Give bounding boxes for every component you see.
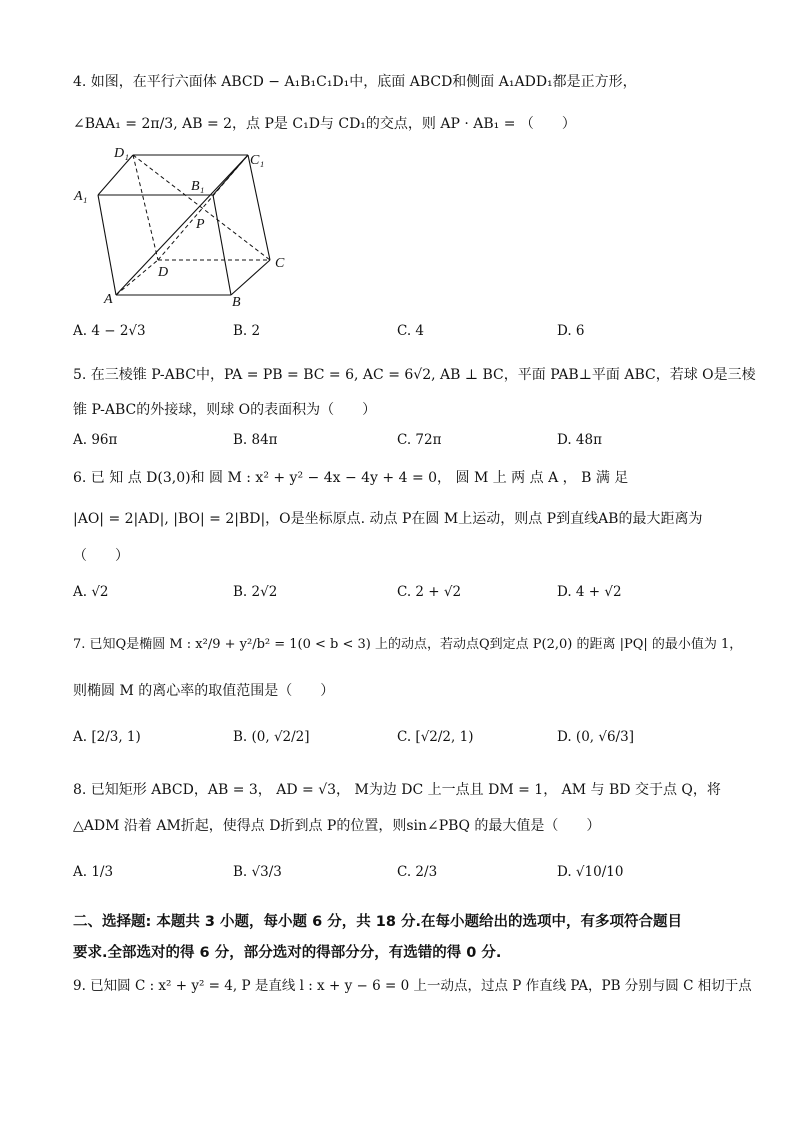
q7-option-d: D. (0, √6/3] — [557, 729, 634, 745]
q5-line1: 5. 在三棱锥 P-ABC中，PA = PB = BC = 6, AC = 6√2, AB ⊥ BC，平面 PAB⊥平面 ABC，若球 O是三棱 — [73, 367, 756, 383]
q7-option-a: A. [2/3, 1) — [73, 729, 141, 745]
section2-line2: 要求.全部选对的得 6 分，部分选对的得部分分，有选错的得 0 分. — [73, 945, 502, 961]
q5-option-d: D. 48π — [557, 432, 602, 448]
q5-line2: 锥 P-ABC的外接球，则球 O的表面积为（ ） — [73, 402, 377, 418]
label-D: D — [158, 265, 169, 280]
q6-option-d: D. 4 + √2 — [557, 584, 622, 600]
q6-option-b: B. 2√2 — [233, 584, 278, 600]
q8-option-b: B. √3/3 — [233, 864, 282, 880]
q7-option-b: B. (0, √2/2] — [233, 729, 310, 745]
q4-option-b: B. 2 — [233, 323, 261, 339]
q8-option-c: C. 2/3 — [397, 864, 438, 880]
q5-option-c: C. 72π — [397, 432, 442, 448]
q5-option-b: B. 84π — [233, 432, 278, 448]
q8-option-d: D. √10/10 — [557, 864, 624, 880]
q7-line2: 则椭圆 M 的离心率的取值范围是（ ） — [73, 683, 335, 699]
q8-line1: 8. 已知矩形 ABCD，AB = 3， AD = √3， M为边 DC 上一点且 DM = 1， AM 与 BD 交于点 Q，将 — [73, 782, 721, 798]
label-P: P — [196, 217, 205, 232]
q6-line3: （ ） — [73, 548, 129, 564]
q8-option-a: A. 1/3 — [73, 864, 114, 880]
q4-option-a: A. 4 − 2√3 — [73, 323, 146, 339]
q8-line2: △ADM 沿着 AM折起，使得点 D折到点 P的位置，则sin∠PBQ 的最大值是（ ） — [73, 818, 601, 834]
q6-option-c: C. 2 + √2 — [397, 584, 462, 600]
q6-line1: 6. 已 知 点 D(3,0)和 圆 M : x² + y² − 4x − 4y + 4 = 0， 圆 M 上 两 点 A ， B 满 足 — [73, 470, 629, 486]
q5-option-a: A. 96π — [73, 432, 118, 448]
parallelepiped-figure — [70, 140, 300, 310]
label-A: A — [104, 292, 113, 307]
label-C: C — [275, 256, 285, 271]
q6-option-a: A. √2 — [73, 584, 109, 600]
label-B: B — [232, 295, 241, 310]
label-A1: A₁ — [74, 189, 88, 204]
q7-line1: 7. 已知Q是椭圆 M : x²/9 + y²/b² = 1(0 < b < 3) 上的动点，若动点Q到定点 P(2,0) 的距离 |PQ| 的最小值为 1， — [73, 637, 743, 652]
q4-option-c: C. 4 — [397, 323, 425, 339]
label-C1: C₁ — [250, 153, 265, 168]
q6-line2: |AO| = 2|AD|, |BO| = 2|BD|，O是坐标原点. 动点 P在圆 M上运动，则点 P到直线AB的最大距离为 — [73, 511, 703, 527]
q4-line1: 4. 如图，在平行六面体 ABCD − A₁B₁C₁D₁中，底面 ABCD和侧面 A₁ADD₁都是正方形， — [73, 74, 637, 90]
q9-line1: 9. 已知圆 C : x² + y² = 4, P 是直线 l : x + y − 6 = 0 上一动点，过点 P 作直线 PA，PB 分别与圆 C 相切于点 — [73, 978, 752, 994]
q4-option-d: D. 6 — [557, 323, 585, 339]
q7-option-c: C. [√2/2, 1) — [397, 729, 474, 745]
label-B1: B₁ — [191, 179, 205, 194]
q4-line2: ∠BAA₁ = 2π/3, AB = 2，点 P是 C₁D与 CD₁的交点，则 AP · AB₁ = （ ） — [73, 116, 576, 132]
label-D1: D₁ — [114, 146, 129, 161]
section2-line1: 二、选择题: 本题共 3 小题，每小题 6 分，共 18 分.在每小题给出的选项中，有多项符合题目 — [73, 914, 682, 930]
